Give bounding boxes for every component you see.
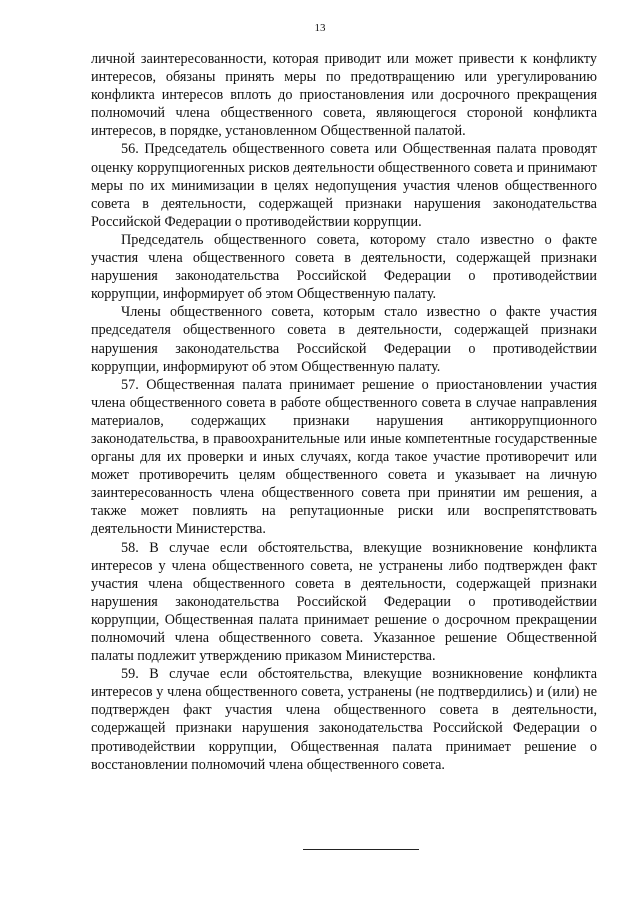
paragraph-continuation: личной заинтересованности, которая приводит или может привести к конфликту интересов, обязаны принять меры по предотвращению или урегулированию конфликта интересов вплоть до приостановления или досрочного прекращения полномочий члена общественного совета, являющегося стороной конфликта интересов, в порядке, установленном Общественной палатой. (91, 51, 597, 140)
document-body (91, 50, 597, 774)
paragraph-56-chairman: Председатель общественного совета, которому стало известно о факте участия члена общественного совета в деятельности, содержащей признаки нарушения законодательства Российской Федерации о противодействии коррупции, информирует об этом Общественную палату. (91, 231, 597, 303)
page-number: 13 (314, 22, 326, 34)
paragraph-57: 57. Общественная палата принимает решение о приостановлении участия члена общественного совета в работе общественного совета в случае направления материалов, содержащих признаки нарушения антикоррупционного законодательства, в правоохранительные или иные компетентные государственные органы для их проверки и иных случаях, когда такое участие противоречит или может противоречить целям общественного совета и указывает на личную заинтересованность члена общественного совета при принятии им решения, а также может повлиять на репутационные риски или воспрепятствовать деятельности Министерства. (91, 376, 597, 538)
end-of-text-rule (303, 849, 419, 850)
paragraph-59: 59. В случае если обстоятельства, влекущие возникновение конфликта интересов у члена общественного совета, устранены (не подтвердились) и (или) не подтвержден факт участия члена общественного совета в деятельности, содержащей признаки нарушения законодательства Российской Федерации о противодействии коррупции, Общественная палата принимает решение о восстановлении полномочий члена общественного совета. (91, 666, 597, 773)
paragraph-56: 56. Председатель общественного совета или Общественная палата проводят оценку коррупциогенных рисков деятельности общественного совета и принимают меры по их минимизации в целях недопущения участия членов общественного совета в деятельности, содержащей признаки нарушения законодательства Российской Федерации о противодействии коррупции. (91, 141, 597, 230)
paragraph-58: 58. В случае если обстоятельства, влекущие возникновение конфликта интересов у члена общественного совета, не устранены либо подтвержден факт участия члена общественного совета в деятельности, содержащей признаки нарушения законодательства Российской Федерации о противодействии коррупции, Общественная палата принимает решение о досрочном прекращении полномочий члена общественного совета. Указанное решение Общественной палаты подлежит утверждению приказом Министерства. (91, 539, 597, 665)
paragraph-56-members: Члены общественного совета, которым стало известно о факте участия председателя общественного совета в деятельности, содержащей признаки нарушения законодательства Российской Федерации о противодействии коррупции, информируют об этом Общественную палату. (91, 304, 597, 375)
